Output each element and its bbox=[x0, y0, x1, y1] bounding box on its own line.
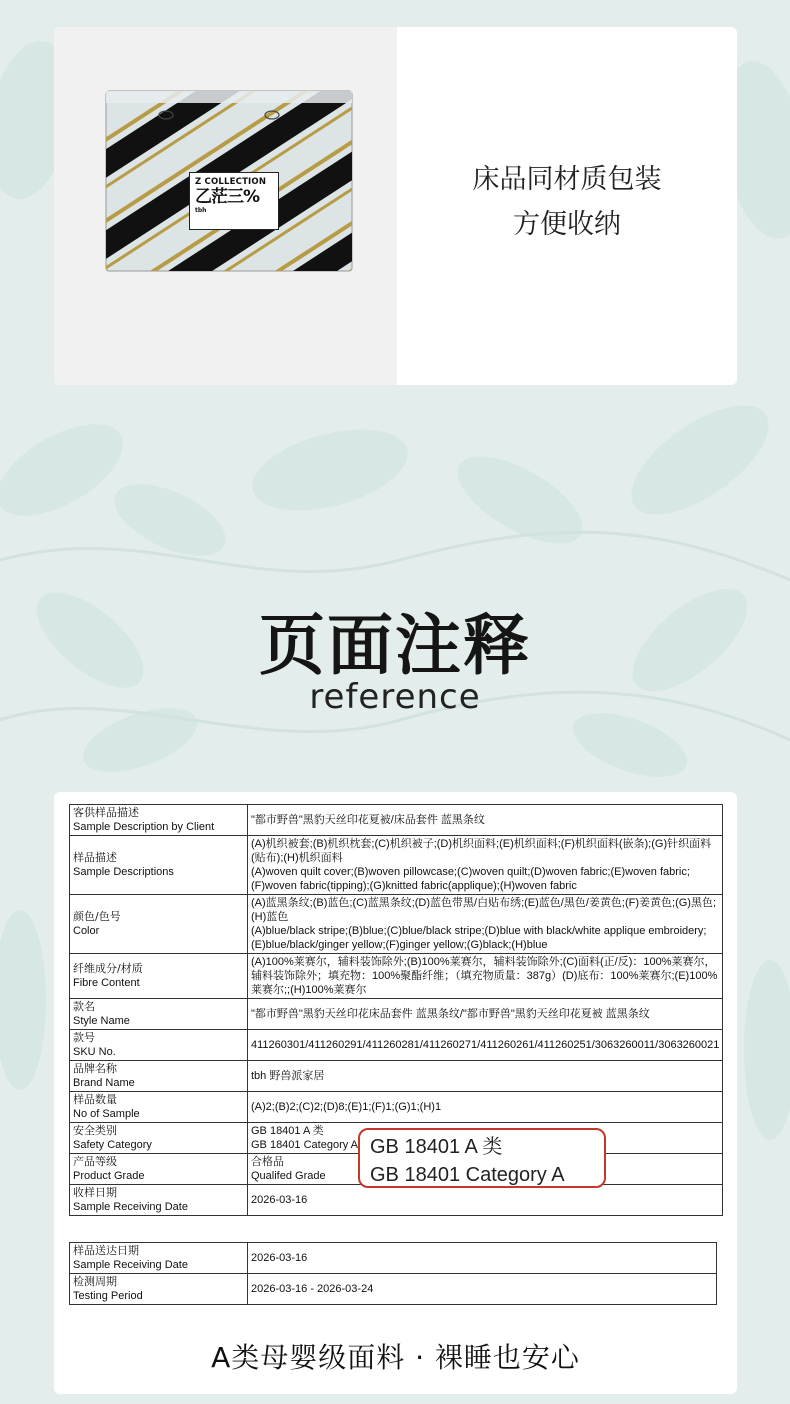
report-value-line: 合格品 bbox=[251, 1156, 284, 1168]
report-row bbox=[70, 805, 723, 836]
report-key bbox=[70, 999, 248, 1030]
report-value-line: "都市野兽"黑豹天丝印花床品套件 蓝黑条纹/"都市野兽"黑豹天丝印花夏被 蓝黑条纹 bbox=[251, 1008, 650, 1020]
report-value bbox=[248, 805, 723, 836]
report-value-line: tbh 野兽派家居 bbox=[251, 1070, 325, 1082]
report-row bbox=[70, 1061, 723, 1092]
report-value bbox=[248, 999, 723, 1030]
report-key-zh: 产品等级 bbox=[73, 1155, 117, 1168]
report-key-en: Color bbox=[73, 925, 100, 937]
safety-category-callout bbox=[358, 1128, 606, 1188]
section-title: 页面注释 bbox=[259, 606, 531, 684]
report-row bbox=[70, 1030, 723, 1061]
label-logotype: 乙茫三% bbox=[195, 187, 260, 207]
report-key-zh: 安全类别 bbox=[73, 1124, 117, 1137]
report-value-line: 411260301/411260291/411260281/411260271/411260261/411260251/3063260011/3063260021 bbox=[251, 1039, 720, 1051]
report-key bbox=[70, 954, 248, 999]
report-row bbox=[70, 954, 723, 999]
product-label bbox=[189, 172, 279, 230]
report-key-en: Sample Descriptions bbox=[73, 866, 174, 878]
report-key-en: Sample Receiving Date bbox=[73, 1259, 188, 1271]
report-value-line: (A)blue/black stripe;(B)blue;(C)blue/black stripe;(D)blue with black/white applique embroidery;(E)blue/black/ginger yellow;(F)ginger yellow;(G)black;(H)blue bbox=[251, 925, 707, 951]
report-value bbox=[248, 1030, 723, 1061]
report-key bbox=[70, 805, 248, 836]
label-brand: tbh bbox=[195, 207, 207, 214]
report-value bbox=[248, 1061, 723, 1092]
report-row bbox=[70, 1243, 717, 1274]
report-key-zh: 纤维成分/材质 bbox=[73, 962, 143, 975]
report-value bbox=[248, 1185, 723, 1216]
report-value bbox=[248, 1243, 717, 1274]
report-key bbox=[70, 1030, 248, 1061]
report-key-zh: 检测周期 bbox=[73, 1275, 117, 1288]
report-key-zh: 款名 bbox=[73, 1000, 95, 1013]
report-key bbox=[70, 895, 248, 954]
fabric-caption: A类母婴级面料 · 裸睡也安心 bbox=[211, 1341, 580, 1374]
report-key bbox=[70, 1123, 248, 1154]
report-key-en: Product Grade bbox=[73, 1170, 145, 1182]
packaging-description bbox=[397, 157, 737, 247]
callout-line-en: GB 18401 Category A bbox=[370, 1164, 565, 1186]
report-key bbox=[70, 1092, 248, 1123]
report-row bbox=[70, 1185, 723, 1216]
report-value bbox=[248, 954, 723, 999]
report-key-en: Sample Description by Client bbox=[73, 821, 215, 833]
report-row bbox=[70, 999, 723, 1030]
report-key-en: SKU No. bbox=[73, 1046, 116, 1058]
report-key-en: No of Sample bbox=[73, 1108, 140, 1120]
report-key-zh: 客供样品描述 bbox=[73, 806, 139, 819]
test-report-table-2 bbox=[69, 1242, 717, 1305]
report-key-en: Sample Receiving Date bbox=[73, 1201, 188, 1213]
report-value-line: Qualifed Grade bbox=[251, 1170, 326, 1182]
report-value bbox=[248, 1274, 717, 1305]
report-key-zh: 品牌名称 bbox=[73, 1062, 117, 1075]
report-value-line: (A)2;(B)2;(C)2;(D)8;(E)1;(F)1;(G)1;(H)1 bbox=[251, 1101, 442, 1113]
report-key bbox=[70, 836, 248, 895]
packaging-line-1: 床品同材质包装 bbox=[472, 164, 662, 195]
product-photo bbox=[54, 27, 397, 385]
report-value-line: GB 18401 Category A bbox=[251, 1139, 359, 1151]
packaging-line-2: 方便收纳 bbox=[513, 209, 621, 240]
report-key-en: Style Name bbox=[73, 1015, 130, 1027]
label-collection: Z COLLECTION bbox=[195, 177, 267, 187]
report-key-zh: 样品送达日期 bbox=[73, 1244, 139, 1257]
report-row bbox=[70, 1092, 723, 1123]
report-value-line: 2026-03-16 bbox=[251, 1252, 308, 1264]
report-value-line: (A)蓝黑条纹;(B)蓝色;(C)蓝黑条纹;(D)蓝色带黑/白贴布绣;(E)蓝色/黑色/姜黄色;(F)姜黄色;(G)黑色;(H)蓝色 bbox=[251, 897, 717, 923]
report-key-en: Testing Period bbox=[73, 1290, 143, 1302]
report-value bbox=[248, 895, 723, 954]
report-value-line: "都市野兽"黑豹天丝印花夏被/床品套件 蓝黑条纹 bbox=[251, 814, 485, 826]
test-report-card bbox=[54, 792, 737, 1394]
report-row bbox=[70, 895, 723, 954]
report-value-line: (A)机织被套;(B)机织枕套;(C)机织被子;(D)机织面料;(E)机织面料;(F)机织面料(嵌条);(G)针织面料(贴布);(H)机织面料 bbox=[251, 838, 712, 864]
callout-line-zh: GB 18401 A 类 bbox=[370, 1136, 503, 1158]
report-value bbox=[248, 1092, 723, 1123]
report-key bbox=[70, 1243, 248, 1274]
report-key-en: Fibre Content bbox=[73, 977, 140, 989]
report-key bbox=[70, 1274, 248, 1305]
report-key-zh: 颜色/色号 bbox=[73, 910, 121, 923]
report-key-zh: 收样日期 bbox=[73, 1186, 117, 1199]
report-key bbox=[70, 1154, 248, 1185]
section-subtitle: reference bbox=[309, 677, 481, 717]
report-value-line: 2026-03-16 - 2026-03-24 bbox=[251, 1283, 374, 1295]
report-value-line: 2026-03-16 bbox=[251, 1194, 308, 1206]
report-value-line: GB 18401 A 类 bbox=[251, 1125, 324, 1137]
product-card bbox=[54, 27, 737, 385]
report-value-line: (A)100%莱赛尔，辅料装饰除外;(B)100%莱赛尔，辅料装饰除外;(C)面料(正/反)：100%莱赛尔，辅料装饰除外；填充物：100%聚酯纤维；（填充物质量：387g）(D)底布：100%莱赛尔;(E)100%莱赛尔;;(H)100%莱赛尔 bbox=[251, 956, 718, 996]
report-row bbox=[70, 836, 723, 895]
report-value-line: (A)woven quilt cover;(B)woven pillowcase;(C)woven quilt;(D)woven fabric;(E)woven fabric;(F)woven fabric(tipping);(G)knitted fabric(applique);(H)woven fabric bbox=[251, 866, 690, 892]
report-key-en: Safety Category bbox=[73, 1139, 152, 1151]
report-key-zh: 样品描述 bbox=[73, 851, 117, 864]
report-key bbox=[70, 1185, 248, 1216]
report-key-zh: 款号 bbox=[73, 1031, 95, 1044]
report-key-en: Brand Name bbox=[73, 1077, 135, 1089]
report-key bbox=[70, 1061, 248, 1092]
report-row bbox=[70, 1274, 717, 1305]
report-key-zh: 样品数量 bbox=[73, 1093, 117, 1106]
report-value bbox=[248, 836, 723, 895]
